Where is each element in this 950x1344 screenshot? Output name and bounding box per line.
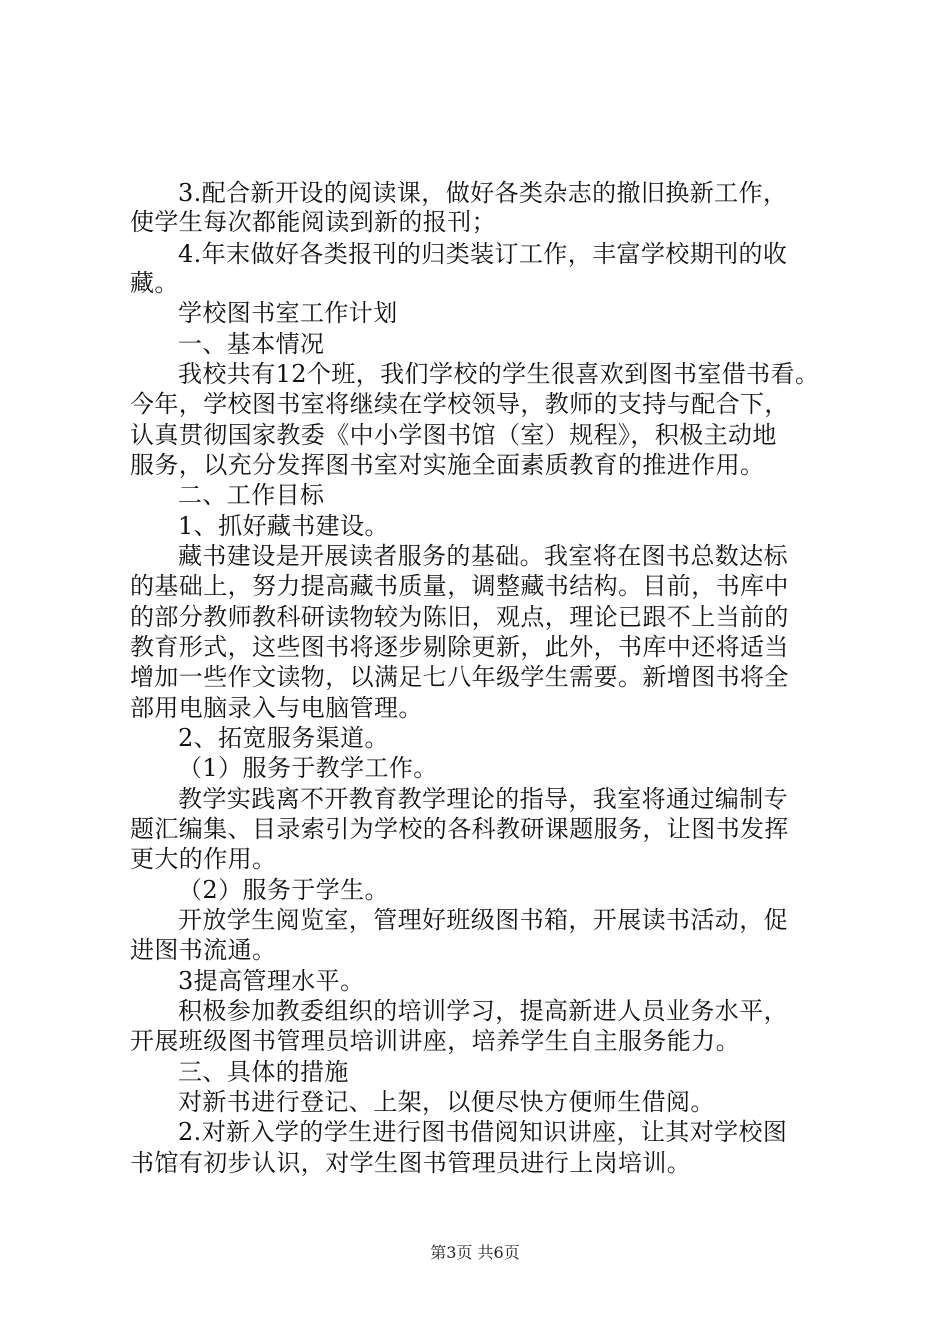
text-line: 服务，以充分发挥图书室对实施全面素质教育的推进作用。: [130, 451, 765, 479]
text-line: 增加一些作文读物，以满足七八年级学生需要。新增图书将全: [130, 663, 789, 691]
section-heading: 二、工作目标: [178, 481, 325, 509]
text-line: 进图书流通。: [130, 936, 277, 964]
text-line: 部用电脑录入与电脑管理。: [130, 694, 423, 722]
text-line: 2.对新入学的学生进行图书借阅知识讲座，让其对学校图: [178, 1118, 788, 1146]
subsection-heading: （2）服务于学生。: [178, 876, 389, 904]
section-heading: 一、基本情况: [178, 330, 325, 358]
text-line: 积极参加教委组织的培训学习，提高新进人员业务水平，: [178, 997, 788, 1025]
text-line: 藏书建设是开展读者服务的基础。我室将在图书总数达标: [178, 542, 788, 570]
text-line: 3.配合新开设的阅读课，做好各类杂志的撤旧换新工作，: [178, 179, 788, 207]
text-line: 开展班级图书管理员培训讲座，培养学生自主服务能力。: [130, 1027, 740, 1055]
section-heading: 三、具体的措施: [178, 1058, 349, 1086]
text-line: 使学生每次都能阅读到新的报刊；: [130, 208, 496, 236]
text-line: 的部分教师教科研读物较为陈旧，观点，理论已跟不上当前的: [130, 603, 789, 631]
subsection-heading: 3提高管理水平。: [178, 967, 365, 995]
subsection-heading: 1、抓好藏书建设。: [178, 512, 389, 540]
text-line: 4.年末做好各类报刊的归类装订工作，丰富学校期刊的收: [178, 240, 788, 268]
section-title: 学校图书室工作计划: [178, 299, 398, 327]
text-line: 教学实践离不开教育教学理论的指导，我室将通过编制专: [178, 785, 788, 813]
text-line: 的基础上，努力提高藏书质量，调整藏书结构。目前，书库中: [130, 572, 789, 600]
text-line: 我校共有12个班，我们学校的学生很喜欢到图书室借书看。: [178, 360, 820, 388]
text-line: 教育形式，这些图书将逐步剔除更新，此外，书库中还将适当: [130, 633, 789, 661]
text-line: 书馆有初步认识，对学生图书管理员进行上岗培训。: [130, 1149, 692, 1177]
page-number-footer: 第3页 共6页: [430, 1243, 520, 1262]
text-line: 今年，学校图书室将继续在学校领导，教师的支持与配合下，: [130, 390, 789, 418]
subsection-heading: 2、拓宽服务渠道。: [178, 724, 389, 752]
subsection-heading: （1）服务于教学工作。: [178, 754, 438, 782]
text-line: 更大的作用。: [130, 845, 277, 873]
text-line: 认真贯彻国家教委《中小学图书馆（室）规程》，积极主动地: [130, 421, 777, 449]
text-line: 藏。: [130, 269, 179, 297]
text-line: 对新书进行登记、上架，以便尽快方便师生借阅。: [178, 1088, 715, 1116]
text-line: 开放学生阅览室，管理好班级图书箱，开展读书活动，促: [178, 906, 788, 934]
text-line: 题汇编集、目录索引为学校的各科教研课题服务，让图书发挥: [130, 815, 789, 843]
